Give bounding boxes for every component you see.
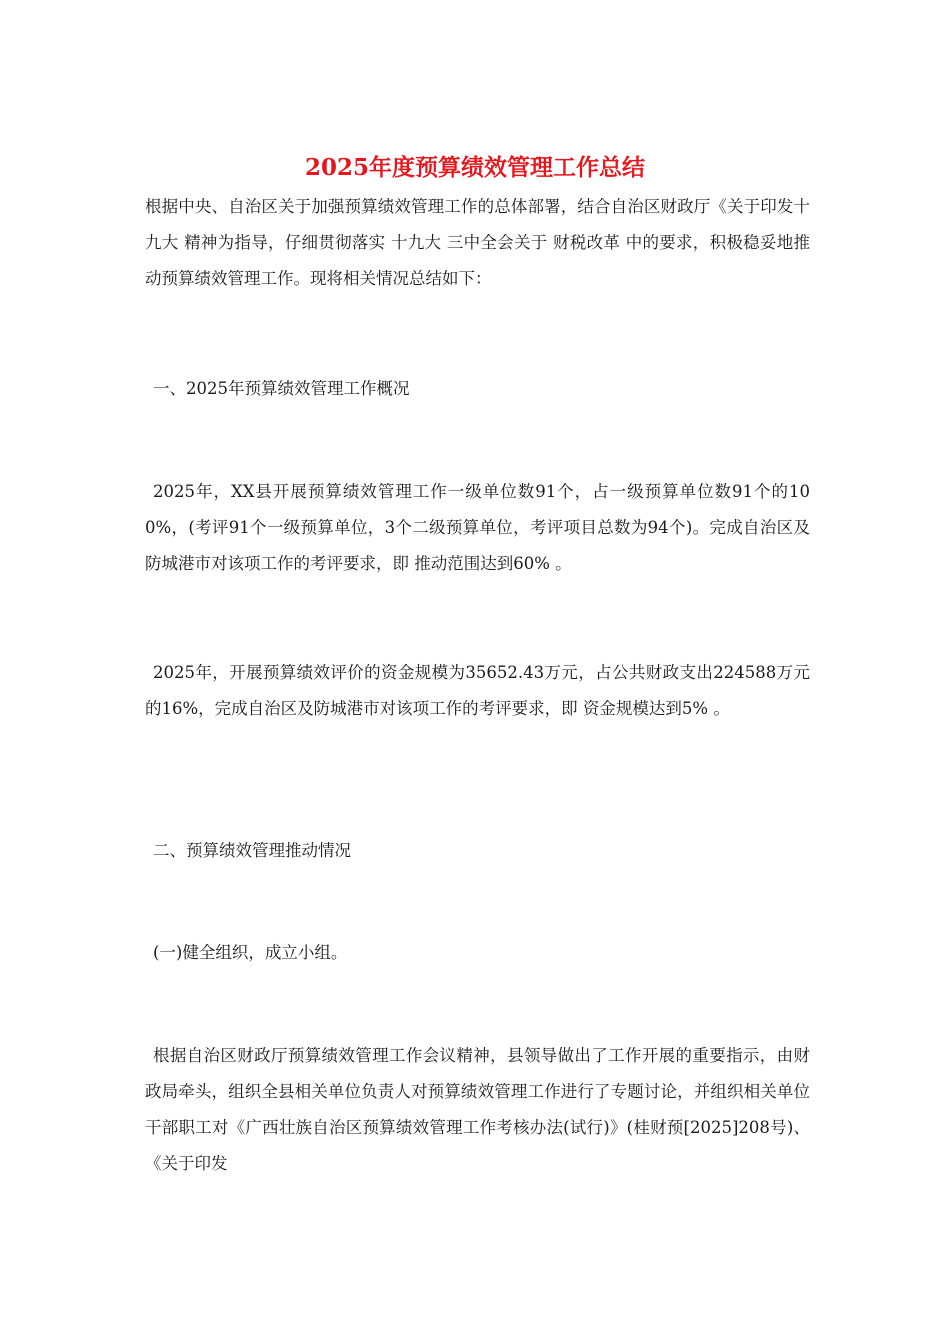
overview-paragraph-units: 2025年，XX县开展预算绩效管理工作一级单位数91个，占一级预算单位数91个的100%，(考评91个一级预算单位，3个二级预算单位，考评项目总数为94个)。完成自治区及防城港市对该项工作的考评要求，即 推动范围达到60% 。 xyxy=(145,482,810,573)
section-heading-overview: 一、2025年预算绩效管理工作概况 xyxy=(153,379,410,398)
intro-paragraph: 根据中央、自治区关于加强预算绩效管理工作的总体部署，结合自治区财政厅《关于印发十九大 精神为指导，仔细贯彻落实 十九大 三中全会关于 财税改革 中的要求，积极稳妥地推动预算绩效管理工作。现将相关情况总结如下： xyxy=(145,197,810,288)
section-heading-progress: 二、预算绩效管理推动情况 xyxy=(153,841,351,860)
subsection-heading-organization: (一)健全组织，成立小组。 xyxy=(153,943,348,962)
overview-paragraph-funds: 2025年，开展预算绩效评价的资金规模为35652.43万元，占公共财政支出224588万元的16%，完成自治区及防城港市对该项工作的考评要求，即 资金规模达到5% 。 xyxy=(145,663,810,718)
document-title: 2025年度预算绩效管理工作总结 xyxy=(304,154,645,181)
organization-paragraph: 根据自治区财政厅预算绩效管理工作会议精神，县领导做出了工作开展的重要指示，由财政局牵头，组织全县相关单位负责人对预算绩效管理工作进行了专题讨论，并组织相关单位干部职工对《广西壮族自治区预算绩效管理工作考核办法(试行)》(桂财预[2025]208号)、《关于印发 xyxy=(145,1046,810,1173)
